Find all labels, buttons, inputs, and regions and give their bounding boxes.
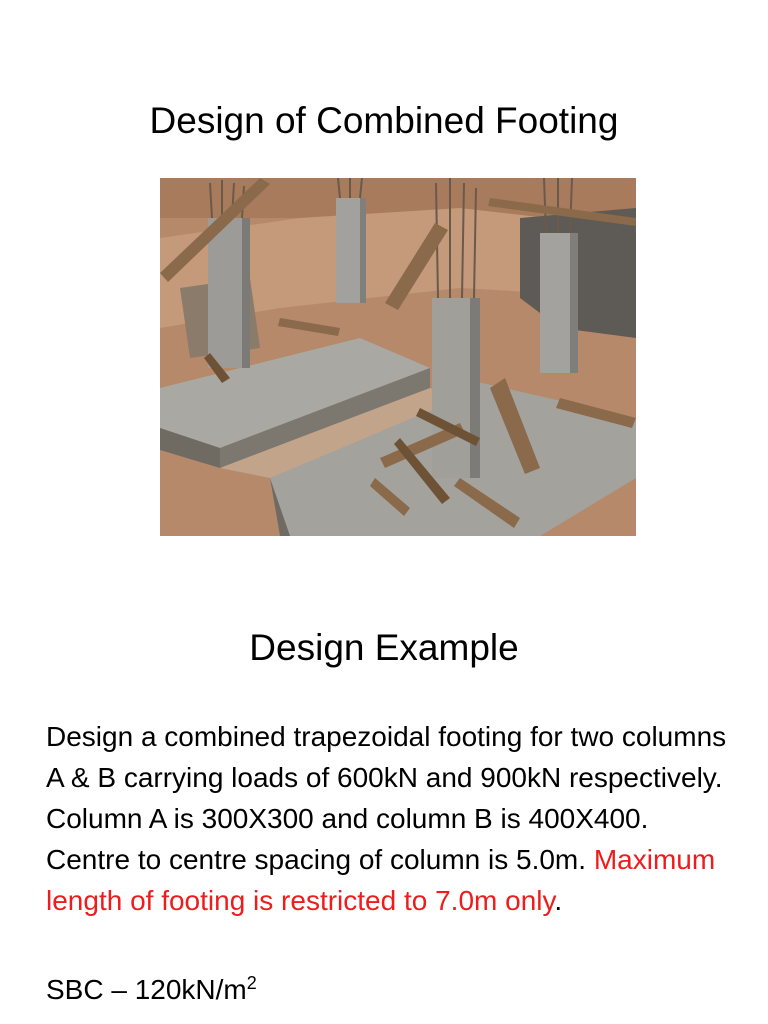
sbc-value: [46, 969, 257, 1010]
problem-text-end: .: [554, 885, 563, 916]
problem-text-main: Design a combined trapezoidal footing for two columns A & B carrying loads of 600kN and 900kN respectively. Column A is 300X300 and column B is 400X400. Centre to centre spacing of column is 5.0m.: [46, 721, 727, 875]
sbc-exponent: 2: [246, 973, 257, 993]
problem-text-highlight: Maximum length of footing is restricted to 7.0m only: [46, 844, 716, 916]
problem-statement: [46, 716, 736, 921]
slide-title: Design of Combined Footing: [149, 100, 619, 141]
footing-photo: [160, 178, 636, 536]
section-title: Design Example: [249, 627, 519, 668]
sbc-label: SBC – 120kN/m: [46, 974, 247, 1005]
